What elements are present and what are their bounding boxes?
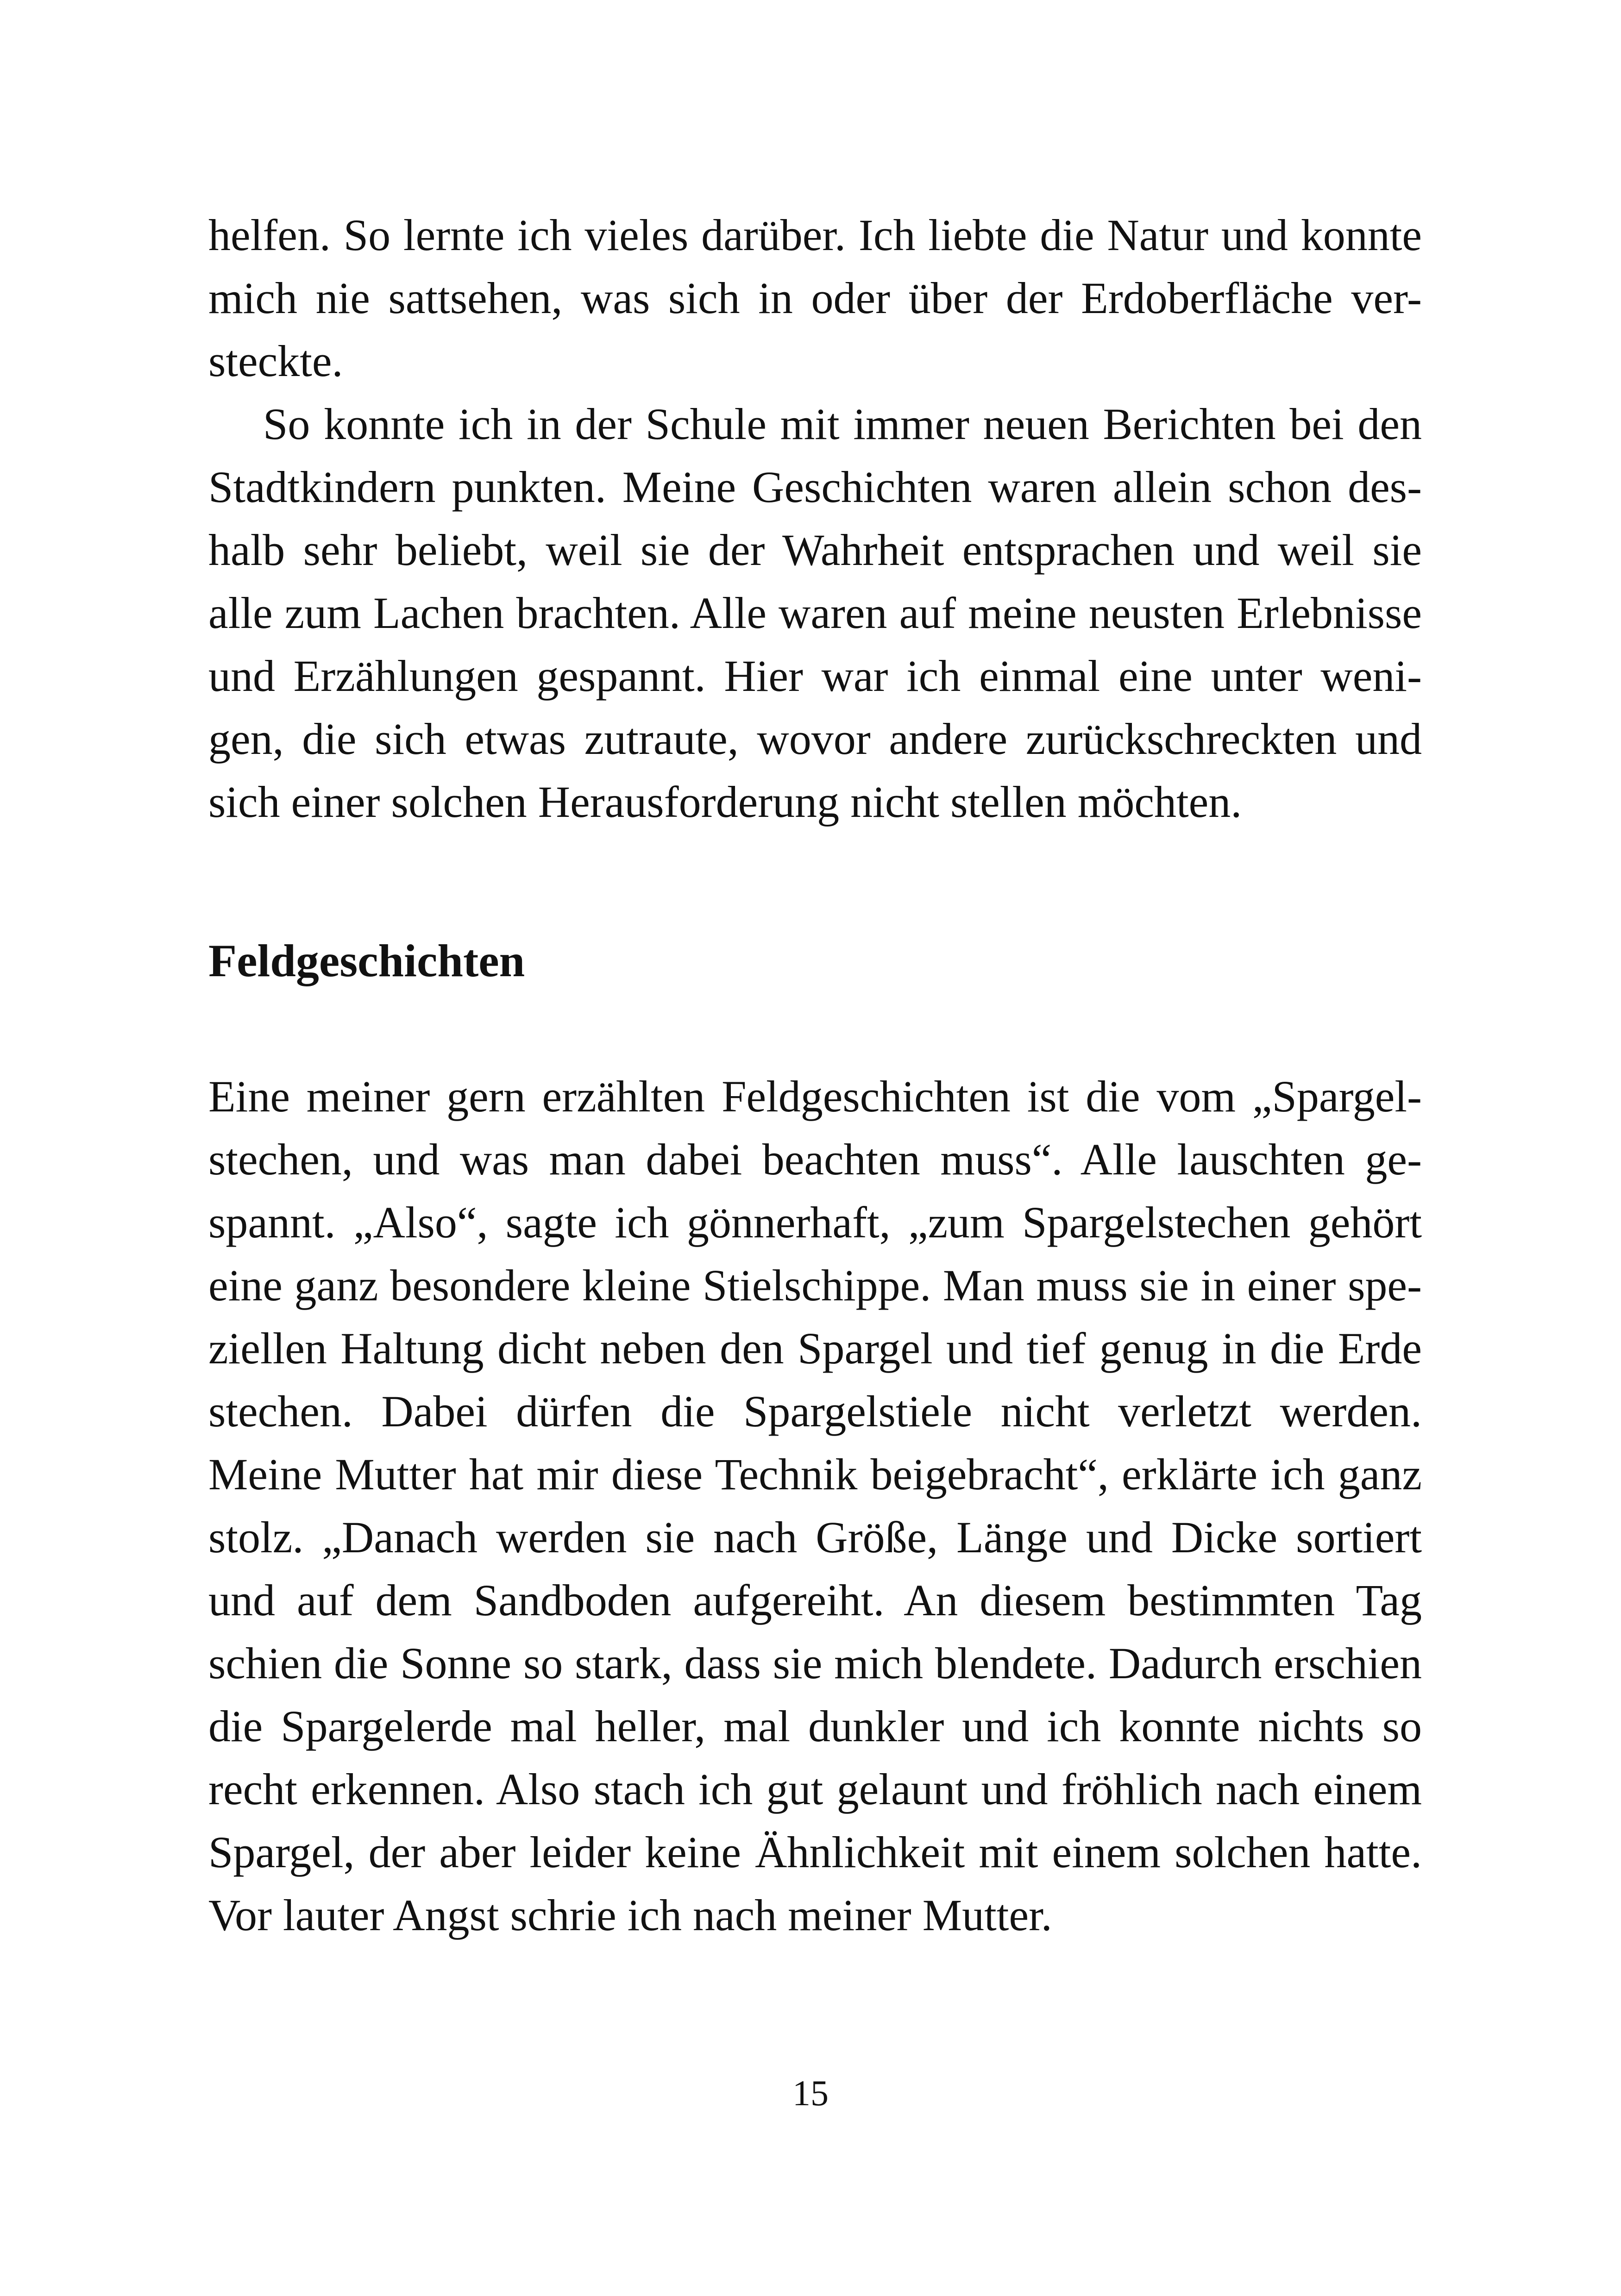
text-line: steckte.	[208, 336, 343, 386]
text-line: Vor lauter Angst schrie ich nach meiner Mutter.	[208, 1890, 1052, 1940]
text-line: helfen. So lernte ich vieles darüber. Ich liebte die Natur und konnte	[208, 210, 1422, 260]
text-line: ziellen Haltung dicht neben den Spargel und tief genug in die Erde	[208, 1324, 1422, 1373]
text-line: und auf dem Sandboden aufgereiht. An diesem bestimmten Tag	[208, 1575, 1422, 1625]
text-line: Spargel, der aber leider keine Ähnlichkeit mit einem solchen hatte.	[208, 1827, 1422, 1877]
text-line: halb sehr beliebt, weil sie der Wahrheit entsprachen und weil sie	[208, 525, 1422, 575]
paragraph-2	[208, 393, 1422, 834]
text-line: eine ganz besondere kleine Stielschippe. Man muss sie in einer spe-	[208, 1261, 1422, 1310]
page-number: 15	[792, 2073, 829, 2113]
text-line: recht erkennen. Also stach ich gut gelaunt und fröhlich nach einem	[208, 1764, 1422, 1814]
text-line: stolz. „Danach werden sie nach Größe, Länge und Dicke sortiert	[208, 1512, 1422, 1562]
paragraph-3	[208, 1065, 1422, 1947]
text-line: mich nie sattsehen, was sich in oder über der Erdoberfläche ver-	[208, 273, 1422, 323]
text-line: gen, die sich etwas zutraute, wovor andere zurückschreckten und	[208, 714, 1422, 764]
text-line: stechen. Dabei dürfen die Spargelstiele nicht verletzt werden.	[208, 1386, 1422, 1436]
text-line: und Erzählungen gespannt. Hier war ich einmal eine unter weni-	[208, 651, 1422, 701]
text-line: Stadtkindern punkten. Meine Geschichten waren allein schon des-	[208, 462, 1422, 512]
text-line: die Spargelerde mal heller, mal dunkler und ich konnte nichts so	[208, 1701, 1422, 1751]
text-line: alle zum Lachen brachten. Alle waren auf meine neusten Erlebnisse	[208, 588, 1422, 638]
section-heading: Feldgeschichten	[208, 935, 525, 986]
text-line: stechen, und was man dabei beachten muss“. Alle lauschten ge-	[208, 1135, 1422, 1184]
text-line: schien die Sonne so stark, dass sie mich blendete. Dadurch erschien	[208, 1638, 1422, 1688]
text-line: Eine meiner gern erzählten Feldgeschichten ist die vom „Spargel-	[208, 1072, 1422, 1121]
text-line: So konnte ich in der Schule mit immer neuen Berichten bei den	[263, 399, 1422, 449]
text-line: sich einer solchen Herausforderung nicht stellen möchten.	[208, 777, 1242, 827]
text-line: spannt. „Also“, sagte ich gönnerhaft, „zum Spargelstechen gehört	[208, 1198, 1422, 1247]
text-line: Meine Mutter hat mir diese Technik beigebracht“, erklärte ich ganz	[208, 1449, 1422, 1499]
paragraph-1	[208, 204, 1422, 393]
